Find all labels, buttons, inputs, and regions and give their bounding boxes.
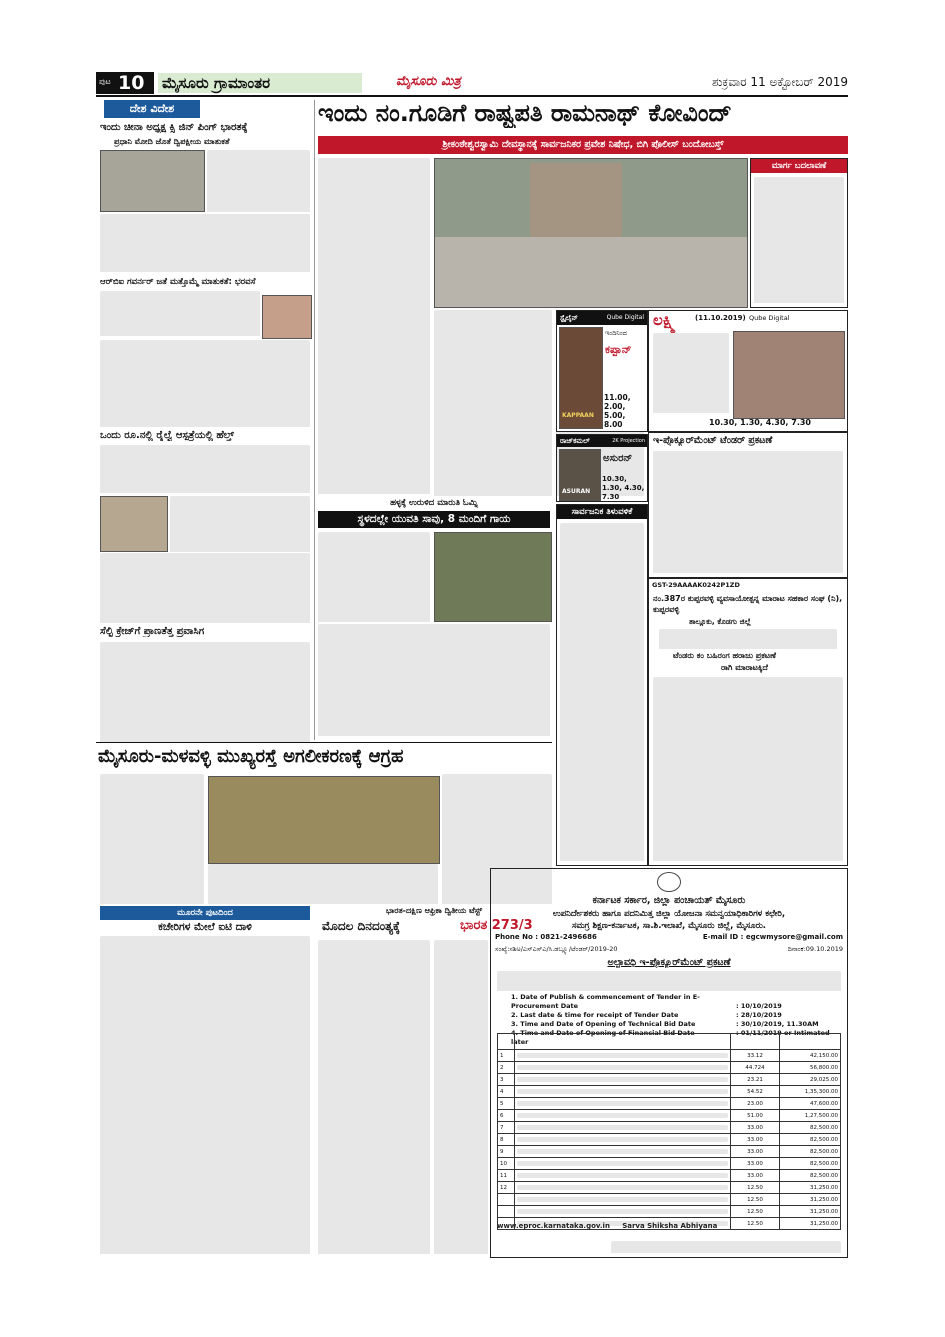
row-no: 5: [498, 1098, 515, 1110]
accident-kicker: ಹಳ್ಳಕ್ಕೆ ಉರುಳಿದ ಮಾರುತಿ ಓಮ್ನಿ: [390, 498, 478, 508]
railway-story-body-2: [170, 496, 310, 552]
route-change-title: ಮಾರ್ಗ ಬದಲಾವಣೆ: [751, 159, 847, 173]
railway-story-body: [100, 445, 310, 493]
kappaan-title: ಕಪ್ಪಾನ್: [605, 343, 632, 356]
row-amount: 12.50: [731, 1194, 780, 1206]
row-no: 7: [498, 1122, 515, 1134]
asuran-title: ಅಸುರನ್: [603, 453, 633, 464]
kupparavalli-subheading: ರಾಗಿ ಮಾರಾಟಕ್ಕಿದೆ: [721, 663, 768, 672]
table-row: [498, 1194, 841, 1206]
kappaan-poster-text: KAPPAAN: [562, 412, 594, 419]
table-row: [498, 1098, 841, 1110]
stylein-name: ಸ್ಟೈಲೈನ್: [560, 314, 578, 322]
row-emd: 29,025.00: [780, 1074, 841, 1086]
issue-date: ಶುಕ್ರವಾರ 11 ಅಕ್ಟೋಬರ್ 2019: [712, 75, 848, 89]
row-no: 1: [498, 1050, 515, 1062]
lakshmi-details: [653, 333, 729, 413]
lead-story-col-1: [318, 158, 430, 494]
row-emd: 42,150.00: [780, 1050, 841, 1062]
accident-headline: ಸ್ಥಳದಲ್ಲೇ ಯುವತಿ ಸಾವು, 8 ಮಂದಿಗೆ ಗಾಯ: [318, 511, 550, 528]
tender-date-label: 1. Date of Publish & commencement of Tender in E-Procurement Date: [511, 993, 700, 1010]
kupparavalli-tender-ad: [648, 578, 848, 866]
row-amount: 33.00: [731, 1122, 780, 1134]
railway-hospital-title: ಒಂದು ರೂ.ನಲ್ಲಿ ರೈಲ್ವೆ ಆಸ್ಪತ್ರೆಯಲ್ಲಿ ಹೆಲ್ತ್: [100, 430, 234, 441]
row-no: 11: [498, 1170, 515, 1182]
tender-footer-text: [497, 1221, 841, 1239]
row-work: [515, 1194, 731, 1206]
lakshmi-showtimes: 10.30, 1.30, 4.30, 7.30: [709, 418, 811, 427]
accident-body-1: [318, 532, 430, 622]
row-no: 8: [498, 1134, 515, 1146]
stylein-today: ಇಂದಿನಿಂದ: [605, 329, 627, 337]
row-emd: 1,35,300.00: [780, 1086, 841, 1098]
row-amount: 12.50: [731, 1218, 780, 1230]
rbi-story-body: [100, 291, 260, 336]
kupparavalli-contact: [659, 629, 837, 649]
cricket-body-1: [318, 940, 430, 1254]
govt-emblem: [657, 872, 681, 892]
table-row: [498, 1170, 841, 1182]
rajkamal-cinema-ad: [556, 434, 648, 502]
lakshmi-poster: [733, 331, 845, 419]
public-notice-body: [560, 523, 644, 861]
eprocurement-tender-ad: [648, 432, 848, 578]
cricket-score: ಭಾರತ 273/3: [460, 918, 533, 933]
page-word: ಪುಟ: [99, 77, 111, 86]
public-notice-title: ಸಾರ್ವಜನಿಕ ತಿಳುವಳಿಕೆ: [557, 505, 647, 519]
kupparavalli-gst: GST-29AAAAK0242P1ZD: [652, 581, 740, 589]
tender-date-value: : 28/10/2019: [736, 1011, 782, 1019]
tender-date-row: [511, 993, 841, 1011]
modi-xi-photo: [100, 150, 205, 212]
row-no: 9: [498, 1146, 515, 1158]
office-email: E-mail ID : egcwmysore@gmail.com: [702, 933, 843, 941]
malavalli-body-2: [208, 864, 438, 904]
col-no: [498, 1034, 515, 1050]
table-row: [498, 1110, 841, 1122]
cricket-kicker: ಭಾರತ-ದಕ್ಷಿಣ ಆಫ್ರಿಕಾ ದ್ವಿತೀಯ ಟೆಸ್ಟ್: [385, 906, 483, 915]
office-name: ಉಪನಿರ್ದೇಶಕರು ಹಾಗೂ ಪದನಿಮಿತ್ತ ಜಿಲ್ಲಾ ಯೋಜನಾ ಸಮನ್ವಯಾಧಿಕಾರಿಗಳ ಕಛೇರಿ,: [552, 909, 786, 919]
tender-date-row: [511, 1020, 841, 1029]
tender-date-value: : 10/10/2019: [736, 1002, 782, 1010]
row-amount: 33.12: [731, 1050, 780, 1062]
row-work: [515, 1170, 731, 1182]
row-no: 12: [498, 1182, 515, 1194]
row-no: 6: [498, 1110, 515, 1122]
page-header: [96, 72, 848, 94]
desha-videsha-badge: ದೇಶ ವಿದೇಶ: [104, 100, 200, 118]
row-no: 4: [498, 1086, 515, 1098]
row-emd: 82,500.00: [780, 1146, 841, 1158]
rbi-story-title: ಆರ್‌ಬಿಐ ಗವರ್ನರ್ ಜತೆ ಮತ್ತೊಮ್ಮೆ ಮಾತುಕತೆ: ಭರವಸೆ: [100, 277, 256, 287]
row-work: [515, 1110, 731, 1122]
col-amount: [731, 1034, 780, 1050]
cricket-headline: ಮೊದಲ ದಿನದಂತ್ಯಕ್ಕೆ: [322, 919, 401, 933]
selfie-story-body: [100, 642, 310, 742]
page-number: 10: [118, 72, 145, 94]
row-amount: 23.21: [731, 1074, 780, 1086]
row-amount: 33.00: [731, 1170, 780, 1182]
masthead: ಮೈಸೂರು ಮಿತ್ರ: [396, 74, 461, 89]
railway-clinic-photo: [100, 496, 168, 552]
malavalli-body-1: [100, 774, 204, 904]
china-story-subtitle: ಪ್ರಧಾನಿ ಮೋದಿ ಜೊತೆ ದ್ವಿಪಕ್ಷೀಯ ಮಾತುಕತೆ: [114, 137, 230, 146]
row-amount: 54.52: [731, 1086, 780, 1098]
lakshmi-date: (11.10.2019): [695, 314, 746, 322]
kupparavalli-district: ತಾಲ್ಲೂಕು, ಕೊಡಗು ಜಿಲ್ಲೆ: [689, 617, 751, 626]
left-column-divider: [314, 100, 315, 740]
row-amount: 23.00: [731, 1098, 780, 1110]
govt-title: ಕರ್ನಾಟಕ ಸರ್ಕಾರ, ಜಿಲ್ಲಾ ಪಂಚಾಯತ್ ಮೈಸೂರು: [592, 895, 746, 906]
china-story-body-2: [100, 214, 310, 272]
table-row: [498, 1182, 841, 1194]
table-row: [498, 1086, 841, 1098]
row-amount: 33.00: [731, 1158, 780, 1170]
temple-tower: [530, 163, 622, 237]
malavalli-meeting-photo: [208, 776, 440, 864]
it-raid-headline: ಕಚೇರಿಗಳ ಮೇಲೆ ಐಟಿ ದಾಳಿ: [158, 921, 252, 933]
table-row: [498, 1050, 841, 1062]
tender-intro: [497, 971, 841, 991]
tender-website: www.eproc.karnataka.gov.in: [497, 1222, 610, 1230]
tender-signature: [611, 1241, 841, 1253]
lakshmi-name: ಲಕ್ಷ್ಮಿ: [653, 311, 676, 329]
table-row: [498, 1206, 841, 1218]
tender-date-label: 2. Last date & time for receipt of Tender Date: [511, 1011, 679, 1019]
row-work: [515, 1134, 731, 1146]
row-emd: 82,500.00: [780, 1170, 841, 1182]
table-row: [498, 1122, 841, 1134]
row-work: [515, 1050, 731, 1062]
lead-headline: ಇಂದು ನಂ.ಗೂಡಿಗೆ ರಾಷ್ಟ್ರಪತಿ ರಾಮನಾಥ್ ಕೋವಿಂದ್: [318, 99, 732, 127]
row-emd: 82,500.00: [780, 1134, 841, 1146]
railway-story-body-3: [100, 553, 310, 623]
rajkamal-2k: 2K Projection: [612, 438, 645, 444]
notice-ref-no: ಸಂಖ್ಯೆ:ಸಶಿಅ/ಎಸ್‌ಎಸ್‌ಎ/ಸಿ.ಡಬ್ಲ್ಯೂ/ಟೆಂಡರ್/2019-20: [495, 945, 618, 953]
stylein-cinema-ad: [556, 310, 648, 432]
row-emd: 31,250.00: [780, 1218, 841, 1230]
row-emd: 31,250.00: [780, 1194, 841, 1206]
office-address: ಸಮಗ್ರ ಶಿಕ್ಷಣ-ಕರ್ನಾಟಕ, ಸಾ.ಶಿ.ಇಲಾಖೆ, ಮೈಸೂರು ಜಿಲ್ಲೆ, ಮೈಸೂರು.: [571, 921, 767, 931]
row-work: [515, 1098, 731, 1110]
row-emd: 47,600.00: [780, 1098, 841, 1110]
stylein-qube: Qube Digital: [606, 314, 644, 321]
route-change-body: [754, 177, 844, 303]
china-story-title: ಇಂದು ಚೀನಾ ಅಧ್ಯಕ್ಷ ಕ್ಸಿ ಜಿನ್ ಪಿಂಗ್ ಭಾರತಕ್ಕೆ: [100, 122, 248, 133]
notice-ref-date: ದಿನಾಂಕ:09.10.2019: [787, 945, 843, 953]
etender-body: [653, 451, 843, 573]
temple-courtyard: [435, 237, 747, 307]
table-row: [498, 1158, 841, 1170]
public-notice-ad: [556, 504, 648, 866]
table-row: [498, 1074, 841, 1086]
accident-body-2: [318, 624, 550, 736]
stylein-header: [557, 311, 647, 325]
lead-subheadline: ಶ್ರೀಕಂಠೇಶ್ವರಸ್ವಾಮಿ ದೇವಸ್ಥಾನಕ್ಕೆ ಸಾರ್ವಜನಿಕರ ಪ್ರವೇಶ ನಿಷೇಧ, ಬಿಗಿ ಪೊಲೀಸ್ ಬಂದೋಬಸ್ತ್: [318, 136, 848, 154]
row-no: 3: [498, 1074, 515, 1086]
tender-works-table: [497, 1033, 841, 1230]
row-emd: 1,27,500.00: [780, 1110, 841, 1122]
row-work: [515, 1122, 731, 1134]
accident-vehicle-photo: [434, 532, 552, 622]
lead-story-col-2: [434, 310, 552, 496]
etender-title: ಇ-ಪ್ರೊಕ್ಯೂರ್‌ಮೆಂಟ್ ಟೆಂಡರ್ ಪ್ರಕಟಣೆ: [653, 435, 773, 446]
route-change-box: [750, 158, 848, 308]
row-amount: 12.50: [731, 1206, 780, 1218]
row-work: [515, 1182, 731, 1194]
table-row: [498, 1134, 841, 1146]
page-number-box: [96, 72, 154, 94]
table-row: [498, 1146, 841, 1158]
nirmala-sitharaman-photo: [262, 295, 312, 339]
row-no: 2: [498, 1062, 515, 1074]
mid-rule: [96, 742, 552, 743]
malavalli-road-headline: ಮೈಸೂರು-ಮಳವಳ್ಳಿ ಮುಖ್ಯರಸ್ತೆ ಅಗಲೀಕರಣಕ್ಕೆ ಆಗ್ರಹ: [98, 746, 404, 767]
tender-date-label: 3. Time and Date of Opening of Technical Bid Date: [511, 1020, 696, 1028]
row-work: [515, 1158, 731, 1170]
kupparavalli-heading: ಟೆಂಡರು ಕಂ ಬಹಿರಂಗ ಹರಾಜು ಪ್ರಕಟಣೆ: [673, 651, 776, 660]
zilla-panchayat-tender: [490, 868, 848, 1258]
rbi-story-body-2: [100, 340, 310, 427]
tender-date-label: 4. Time and Date of Opening of Financial Bid Date: [511, 1029, 695, 1037]
asuran-poster-text: ASURAN: [562, 488, 591, 495]
row-emd: 56,800.00: [780, 1062, 841, 1074]
row-emd: 82,500.00: [780, 1158, 841, 1170]
lakshmi-cinema-ad: [648, 310, 848, 432]
tender-date-value: : 30/10/2019, 11.30AM: [736, 1020, 819, 1028]
tender-date-value: : 01/11/2019 or Intimated later: [511, 1029, 830, 1046]
selfie-story-title: ಸೆಲ್ಫಿ ಕ್ರೇಜ್‌ಗೆ ಪ್ರಾಣತೆತ್ತ ಪ್ರವಾಸಿಗ: [100, 626, 205, 637]
row-work: [515, 1074, 731, 1086]
row-amount: 51.00: [731, 1110, 780, 1122]
row-work: [515, 1146, 731, 1158]
kupparavalli-body: [653, 677, 843, 861]
header-rule: [96, 95, 848, 97]
col-emd: [780, 1034, 841, 1050]
asuran-showtimes: 10.30, 1.30, 4.30, 7.30: [602, 475, 645, 501]
row-no: [498, 1194, 515, 1206]
row-work: [515, 1062, 731, 1074]
rajkamal-name: ರಾಜ್‌ಕಮಲ್: [560, 437, 590, 445]
tender-website-owner: Sarva Shiksha Abhiyana: [622, 1222, 718, 1230]
row-emd: 31,250.00: [780, 1182, 841, 1194]
row-amount: 33.00: [731, 1134, 780, 1146]
continued-badge: ಮೂರನೇ ಪುಟದಿಂದ: [100, 906, 310, 920]
tender-notice-title: ಅಲ್ಪಾವಧಿ ಇ-ಪ್ರೊಕ್ಯೂರ್‌ಮೆಂಟ್ ಪ್ರಕಟಣೆ: [607, 957, 731, 968]
row-work: [515, 1086, 731, 1098]
row-no: 10: [498, 1158, 515, 1170]
table-row: [498, 1062, 841, 1074]
temple-photo: [434, 158, 748, 308]
row-work: [515, 1206, 731, 1218]
row-no: [498, 1206, 515, 1218]
china-story-body: [207, 150, 310, 212]
row-amount: 33.00: [731, 1146, 780, 1158]
table-header-row: [498, 1034, 841, 1050]
cricket-body-2: [434, 940, 488, 1254]
it-raid-body: [100, 936, 310, 1254]
lakshmi-qube: Qube Digital: [749, 314, 790, 322]
section-title: ಮೈಸೂರು ಗ್ರಾಮಾಂತರ: [158, 73, 362, 93]
col-work: [515, 1034, 731, 1050]
asuran-poster: [559, 449, 601, 501]
row-amount: 12.50: [731, 1182, 780, 1194]
kupparavalli-org: ನಂ.387ರ ಕುಪ್ಪರವಳ್ಳಿ ವ್ಯವಸಾಯೋತ್ಪನ್ನ ಮಾರಾಟ ಸಹಕಾರ ಸಂಘ (ನಿ), ಕುಪ್ಪರವಳ್ಳಿ: [653, 594, 843, 614]
office-phone: Phone No : 0821-2496686: [495, 933, 597, 941]
row-amount: 44.724: [731, 1062, 780, 1074]
row-emd: 82,500.00: [780, 1122, 841, 1134]
row-emd: 31,250.00: [780, 1206, 841, 1218]
kappaan-poster: [559, 327, 603, 429]
tender-date-row: [511, 1011, 841, 1020]
rajkamal-header: [557, 435, 647, 447]
kappaan-showtimes: 11.00, 2.00, 5.00, 8.00: [604, 393, 631, 429]
